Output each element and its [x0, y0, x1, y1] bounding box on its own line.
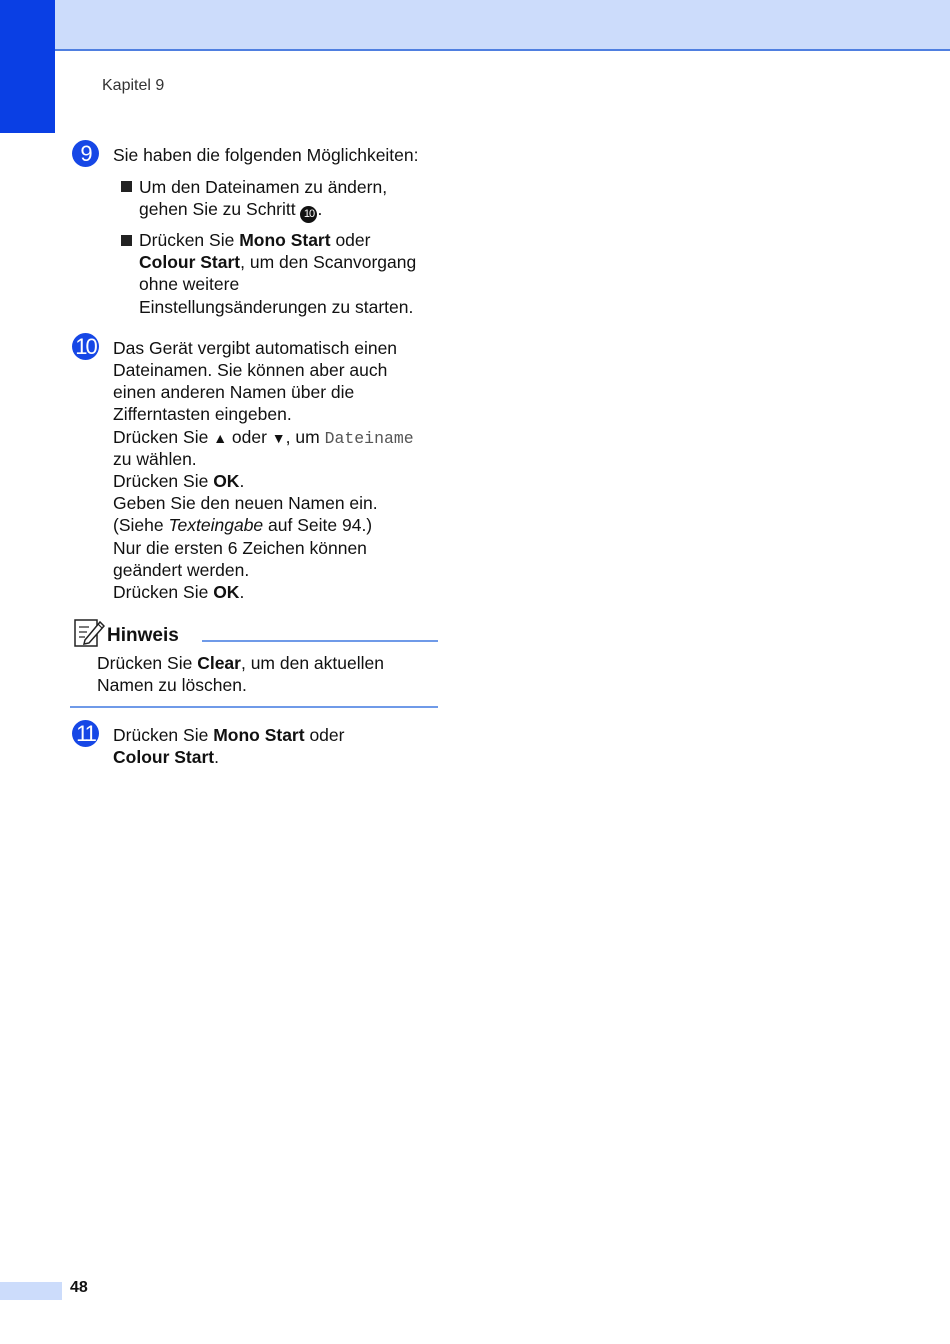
step-11-post: .: [214, 747, 219, 767]
step-11-line-1: [113, 724, 344, 746]
step-10-limit-2: geändert werden.: [113, 560, 250, 580]
note-line-2: Namen zu löschen.: [97, 675, 247, 695]
option-2-line-4: Einstellungsänderungen zu starten.: [139, 297, 414, 317]
step-10-line-1: Das Gerät vergibt automatisch einen: [113, 338, 398, 358]
ok-key: OK: [213, 582, 240, 602]
clear-key: Clear: [197, 653, 241, 673]
step-10-enter-name: Geben Sie den neuen Namen ein.: [113, 493, 378, 513]
header-rule: [55, 49, 950, 51]
option-1-line-2: [139, 198, 322, 223]
ok-key: OK: [213, 471, 240, 491]
ok-pre: Drücken Sie: [113, 471, 214, 491]
header-band: [0, 0, 950, 49]
chapter-label: Kapitel 9: [102, 77, 165, 94]
bullet-square-icon: [121, 181, 132, 192]
mono-start-key: Mono Start: [213, 725, 305, 745]
option-2-line-3: ohne weitere: [139, 274, 240, 294]
select-post: , um: [285, 427, 325, 447]
option-2-mid: oder: [330, 230, 371, 250]
step-9-badge: 9: [72, 140, 99, 167]
step-10-line-4: Zifferntasten eingeben.: [113, 404, 292, 424]
step-ref-10-icon: 10: [300, 206, 317, 223]
step-10-badge: 10: [72, 333, 99, 360]
step-11-mid: oder: [304, 725, 345, 745]
colour-start-key: Colour Start: [139, 252, 241, 272]
ok-post: .: [239, 471, 245, 491]
bullet-square-icon: [121, 235, 132, 246]
chapter-tab: [0, 0, 55, 133]
note-title: Hinweis: [107, 625, 179, 646]
arrow-up-icon: ▲: [213, 430, 228, 446]
note-post: , um den aktuellen: [240, 653, 384, 673]
ok2-post: .: [239, 582, 245, 602]
see-post: auf Seite 94.): [263, 515, 373, 535]
page-number: 48: [70, 1279, 88, 1296]
step-10-line-3: einen anderen Namen über die: [113, 382, 355, 402]
step-11-badge: 11: [72, 720, 99, 747]
texteingabe-reference: Texteingabe: [168, 515, 264, 535]
option-1-text: gehen Sie zu Schritt: [139, 199, 301, 219]
step-10-select-line-2: zu wählen.: [113, 449, 197, 469]
step-10-limit-1: Nur die ersten 6 Zeichen können: [113, 538, 367, 558]
step-10-ok-line-2: [113, 581, 244, 603]
select-pre: Drücken Sie: [113, 427, 214, 447]
option-2-post: , um den Scanvorgang: [240, 252, 417, 272]
select-mid: oder: [227, 427, 272, 447]
ok2-pre: Drücken Sie: [113, 582, 214, 602]
step-11-pre: Drücken Sie: [113, 725, 214, 745]
step-10-select-line: [113, 426, 414, 450]
step-10-see-line: [113, 514, 372, 536]
mono-start-key: Mono Start: [239, 230, 331, 250]
note-pencil-icon: [73, 618, 105, 648]
note-line-1: [97, 652, 384, 674]
step-10-ok-line: [113, 470, 244, 492]
option-1-line-1: Um den Dateinamen zu ändern,: [139, 177, 388, 197]
option-2-line-1: [139, 229, 370, 251]
step-10-line-2: Dateinamen. Sie können aber auch: [113, 360, 388, 380]
option-2-line-2: [139, 251, 416, 273]
step-11-line-2: [113, 746, 219, 768]
step-9-intro: Sie haben die folgenden Möglichkeiten:: [113, 145, 419, 165]
see-pre: (Siehe: [113, 515, 169, 535]
note-top-rule: [202, 640, 438, 642]
option-2-pre: Drücken Sie: [139, 230, 240, 250]
option-1-period: .: [317, 199, 323, 219]
colour-start-key: Colour Start: [113, 747, 215, 767]
page-number-band: [0, 1282, 62, 1300]
lcd-menu-item: Dateiname: [324, 429, 414, 448]
arrow-down-icon: ▼: [271, 430, 286, 446]
note-bottom-rule: [70, 706, 438, 708]
note-pre: Drücken Sie: [97, 653, 198, 673]
